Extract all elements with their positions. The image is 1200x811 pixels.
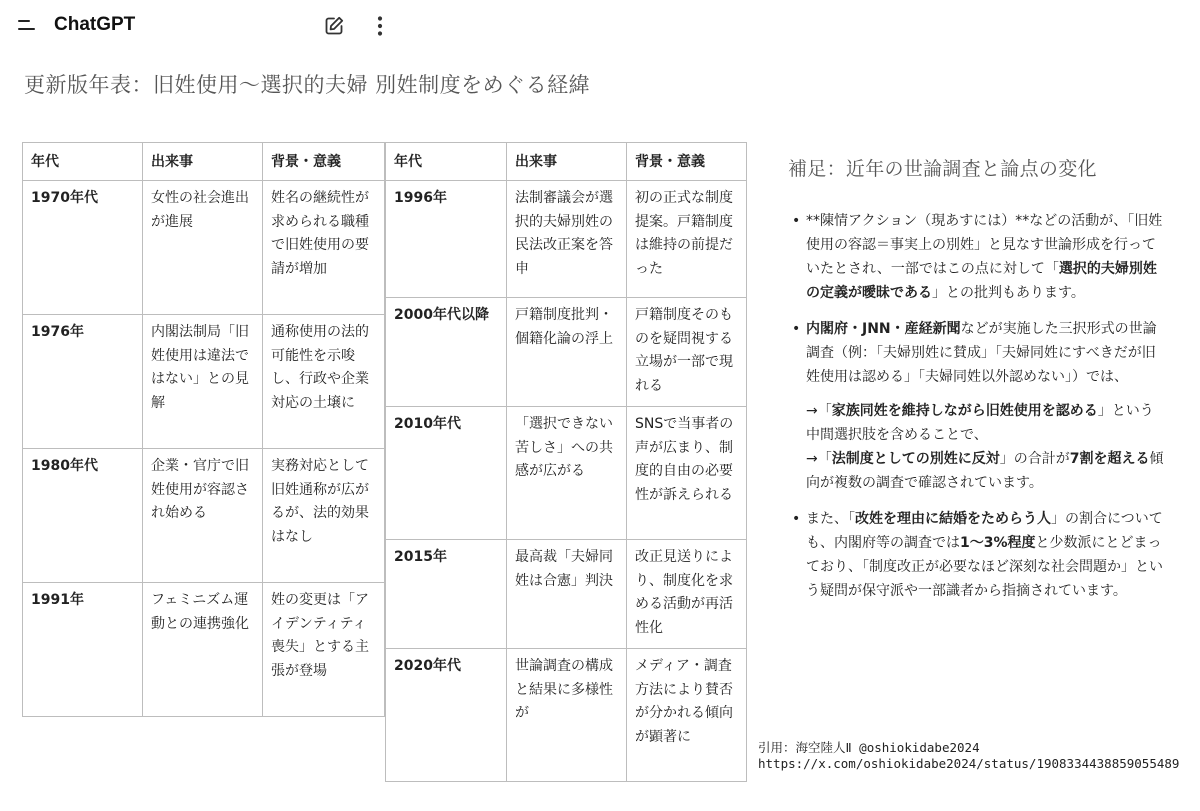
table-header-row [23, 143, 385, 181]
table-row [386, 649, 747, 782]
year-cell: 2010年代 [386, 407, 507, 540]
header-year: 年代 [386, 143, 507, 181]
text-span: →「 [806, 451, 832, 467]
year-cell: 2020年代 [386, 649, 507, 782]
list-item [806, 507, 1164, 603]
background-cell: 実務対応として旧姓通称が広がるが、法的効果はなし [263, 449, 385, 583]
year-cell: 2000年代以降 [386, 298, 507, 407]
supplement-list [788, 209, 1164, 603]
text-span: 」の割合についても、内閣府等の調査では [806, 511, 1163, 551]
page-title: 更新版年表：旧姓使用〜選択的夫婦 別姓制度をめぐる経緯 [24, 73, 591, 97]
background-cell: 戸籍制度そのものを疑問視する立場が一部で現れる [627, 298, 747, 407]
event-cell: 女性の社会進出が進展 [143, 181, 263, 315]
table-header-row [386, 143, 747, 181]
event-cell: 企業・官庁で旧姓使用が容認され始める [143, 449, 263, 583]
supplement-heading: 補足：近年の世論調査と論点の変化 [788, 158, 1097, 180]
arrow-notes [806, 399, 1164, 495]
text-span: **陳情アクション（現あすには）**などの活動が、「旧姓使用の容認＝事実上の別姓」と見なす世論形成を行っていたとされ、一部ではこの点に対して「 [806, 213, 1163, 277]
table-row [386, 298, 747, 407]
background-cell: 初の正式な制度提案。戸籍制度は維持の前提だった [627, 181, 747, 298]
citation [758, 740, 1179, 772]
emphasis-text: 内閣府・JNN・産経新聞 [806, 321, 961, 337]
header-background: 背景・意義 [263, 143, 385, 181]
emphasis-text: 選択的夫婦別姓の定義が曖昧である [806, 261, 1157, 301]
year-cell: 1970年代 [23, 181, 143, 315]
citation-url[interactable]: https://x.com/oshiokidabe2024/status/1908334438859055489 [758, 756, 1180, 771]
arrow-note [806, 447, 1164, 495]
table-row [386, 407, 747, 540]
list-item [806, 209, 1164, 305]
bullet-text [806, 209, 1164, 305]
event-cell: フェミニズム運動との連携強化 [143, 583, 263, 717]
menu-icon[interactable] [18, 19, 36, 33]
text-span: 」という中間選択肢を含めることで、 [806, 403, 1154, 443]
text-span: 傾向が複数の調査で確認されています。 [806, 451, 1164, 491]
bullet-text [806, 507, 1164, 603]
table-row [23, 449, 385, 583]
text-span: →「 [806, 403, 832, 419]
app-title: ChatGPT [54, 14, 136, 35]
event-cell: 内閣法制局「旧姓使用は違法ではない」との見解 [143, 315, 263, 449]
event-cell: 法制審議会が選択的夫婦別姓の民法改正案を答申 [507, 181, 627, 298]
table-row [386, 181, 747, 298]
emphasis-text: 法制度としての別姓に反対 [831, 451, 1000, 467]
year-cell: 1980年代 [23, 449, 143, 583]
top-bar [0, 0, 1200, 52]
year-cell: 2015年 [386, 540, 507, 649]
event-cell: 「選択できない苦しさ」への共感が広がる [507, 407, 627, 540]
text-span: 」の合計が [999, 451, 1070, 467]
header-year: 年代 [23, 143, 143, 181]
timeline-table-right [385, 142, 747, 782]
background-cell: 改正見送りにより、制度化を求める活動が再活性化 [627, 540, 747, 649]
text-span: と少数派にとどまっており、「制度改正が必要なほど深刻な社会問題か」という疑問が保守派や一部識者から指摘されています。 [806, 535, 1163, 599]
background-cell: 姓名の継続性が求められる職種で旧姓使用の要請が増加 [263, 181, 385, 315]
table-row [386, 540, 747, 649]
header-event: 出来事 [143, 143, 263, 181]
table-row [23, 315, 385, 449]
emphasis-text: 7割を超える [1069, 451, 1150, 467]
year-cell: 1991年 [23, 583, 143, 717]
header-background: 背景・意義 [627, 143, 747, 181]
text-span: また、「 [806, 511, 855, 527]
emphasis-text: 改姓を理由に結婚をためらう人 [855, 511, 1051, 527]
bullet-text [806, 317, 1164, 389]
event-cell: 世論調査の構成と結果に多様性が [507, 649, 627, 782]
background-cell: 姓の変更は「アイデンティティ喪失」とする主張が登場 [263, 583, 385, 717]
text-span: 」との批判もあります。 [932, 285, 1085, 301]
arrow-note [806, 399, 1164, 447]
event-cell: 戸籍制度批判・個籍化論の浮上 [507, 298, 627, 407]
emphasis-text: 家族同姓を維持しながら旧姓使用を認める [831, 403, 1098, 419]
table-row [23, 583, 385, 717]
timeline-table-left [22, 142, 385, 717]
background-cell: 通称使用の法的可能性を示唆し、行政や企業対応の土壌に [263, 315, 385, 449]
emphasis-text: 1〜3%程度 [960, 535, 1036, 551]
edit-icon[interactable] [323, 15, 345, 37]
text-span: などが実施した三択形式の世論調査（例：「夫婦別姓に賛成」「夫婦同姓にすべきだが旧姓使用は認める」「夫婦同姓以外認めない」）では、 [806, 321, 1157, 385]
year-cell: 1976年 [23, 315, 143, 449]
list-item [806, 317, 1164, 495]
supplement-panel [788, 154, 1164, 615]
background-cell: メディア・調査方法により賛否が分かれる傾向が顕著に [627, 649, 747, 782]
table-row [23, 181, 385, 315]
more-vertical-icon[interactable] [369, 14, 391, 38]
year-cell: 1996年 [386, 181, 507, 298]
event-cell: 最高裁「夫婦同姓は合憲」判決 [507, 540, 627, 649]
background-cell: SNSで当事者の声が広まり、制度的自由の必要性が訴えられる [627, 407, 747, 540]
citation-author: 引用：海空陸人Ⅱ @oshiokidabe2024 [758, 740, 980, 755]
header-event: 出来事 [507, 143, 627, 181]
